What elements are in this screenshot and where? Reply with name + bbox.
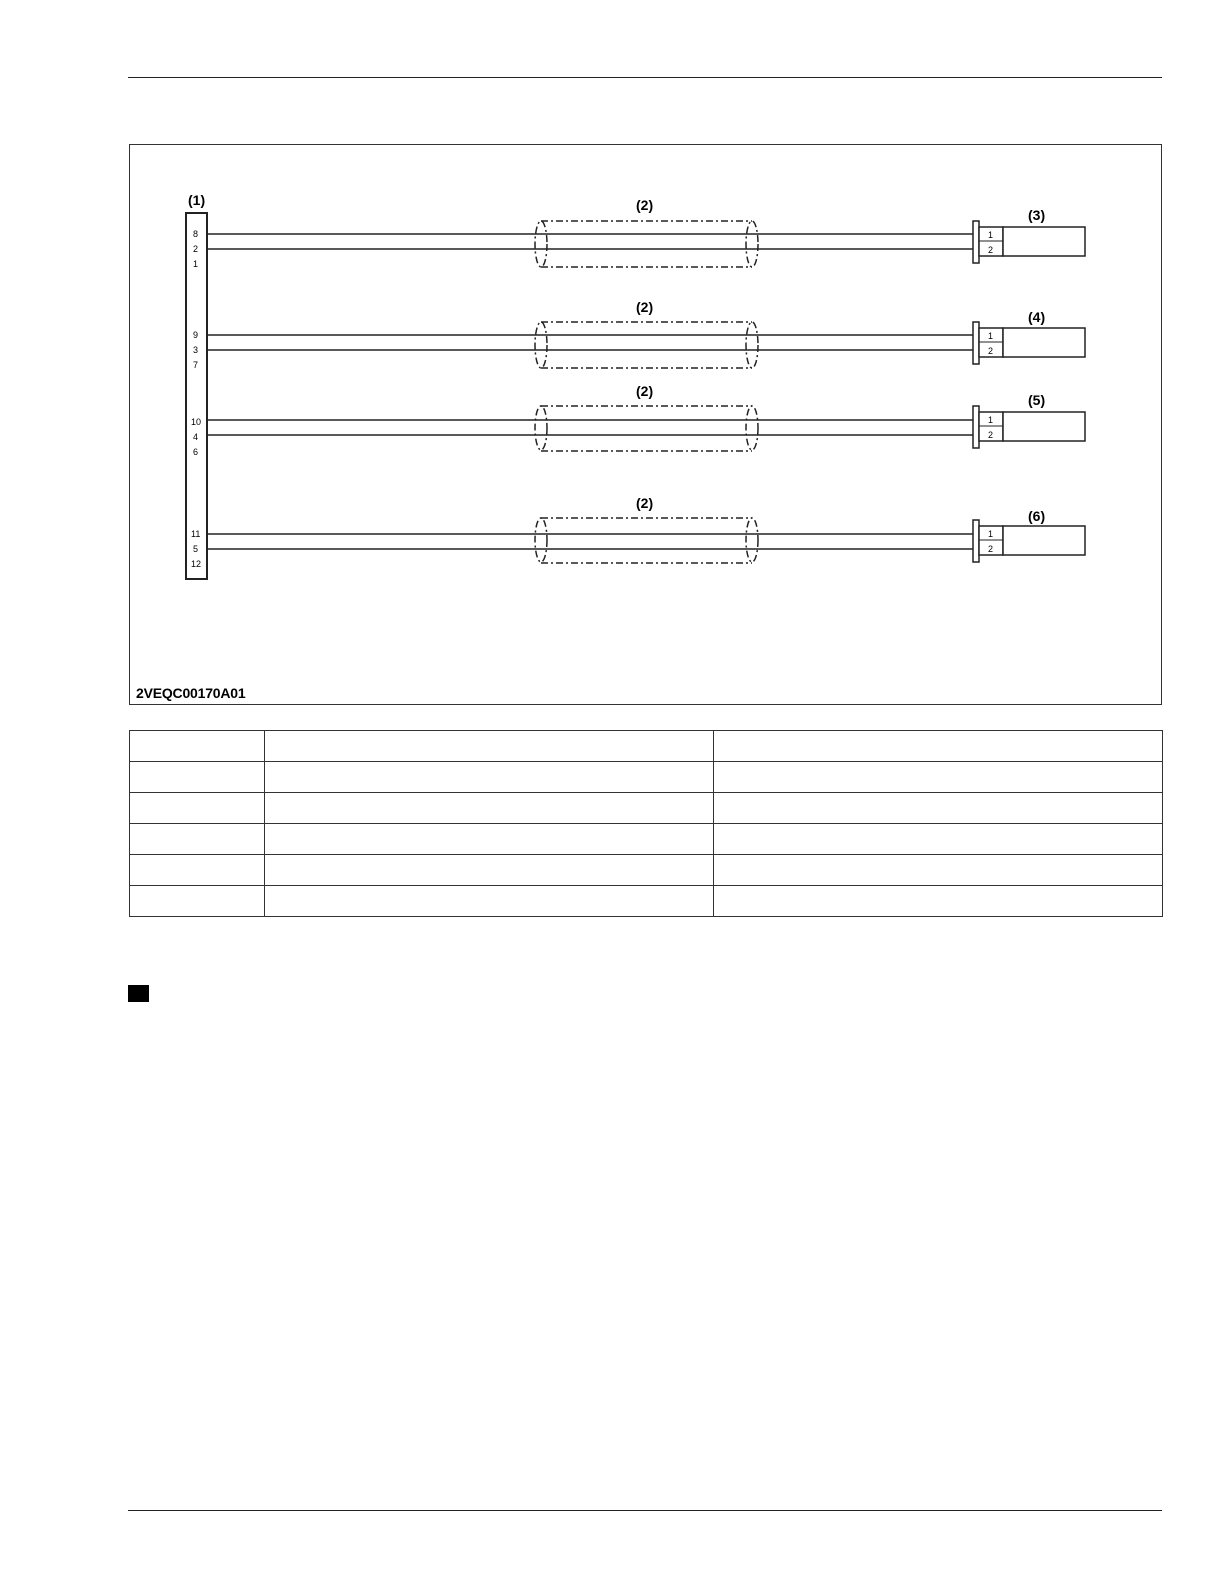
pin-label: 10 — [191, 417, 202, 427]
circuit-4 — [207, 299, 1085, 368]
table-cell — [714, 731, 1163, 762]
figure-id: 2VEQC00170A01 — [136, 685, 246, 701]
circuit-3 — [207, 197, 1085, 267]
table-cell — [265, 793, 714, 824]
sensor-pin-label: 1 — [988, 529, 994, 539]
table-cell — [714, 793, 1163, 824]
legend-table — [129, 730, 1163, 917]
sensor-callout: (4) — [1028, 309, 1046, 325]
table-cell — [714, 762, 1163, 793]
shield-callout: (2) — [636, 495, 654, 511]
sensor-connector-flange — [973, 221, 979, 263]
sensor-callout: (3) — [1028, 207, 1046, 223]
table-cell — [265, 762, 714, 793]
wiring-diagram — [130, 145, 1161, 704]
table-cell — [265, 855, 714, 886]
sensor-pin-label: 2 — [988, 346, 994, 356]
wiring-diagram-figure — [129, 144, 1162, 705]
pin-label: 7 — [193, 360, 199, 370]
sensor-pin-label: 1 — [988, 415, 994, 425]
sensor-body — [1003, 412, 1085, 441]
pin-label: 5 — [193, 544, 199, 554]
table-row — [130, 793, 1163, 824]
pin-label: 1 — [193, 259, 199, 269]
sensor-callout: (5) — [1028, 392, 1046, 408]
header-rule — [128, 77, 1162, 78]
sensor-body — [1003, 227, 1085, 256]
sensor-pin-label: 2 — [988, 245, 994, 255]
sensor-connector-flange — [973, 520, 979, 562]
pin-label: 9 — [193, 330, 199, 340]
sensor-body — [1003, 328, 1085, 357]
shield — [535, 406, 758, 451]
table-cell — [714, 824, 1163, 855]
table-row — [130, 762, 1163, 793]
circuit-5 — [207, 383, 1085, 451]
pin-label: 2 — [193, 244, 199, 254]
pin-label: 8 — [193, 229, 199, 239]
shield-callout: (2) — [636, 383, 654, 399]
table-cell — [130, 793, 265, 824]
table-row — [130, 855, 1163, 886]
sensor-pin-label: 2 — [988, 430, 994, 440]
table-cell — [265, 731, 714, 762]
table-cell — [265, 824, 714, 855]
sensor-pin-label: 2 — [988, 544, 994, 554]
table-cell — [130, 731, 265, 762]
sensor-connector-flange — [973, 406, 979, 448]
pin-label: 3 — [193, 345, 199, 355]
table-row — [130, 886, 1163, 917]
circuit-6 — [207, 495, 1085, 563]
sensor-connector-flange — [973, 322, 979, 364]
sensor-pin-label: 1 — [988, 230, 994, 240]
table-cell — [130, 886, 265, 917]
table-cell — [714, 886, 1163, 917]
shield — [535, 322, 758, 368]
sensor-pin-label: 1 — [988, 331, 994, 341]
table-row — [130, 731, 1163, 762]
pin-label: 12 — [191, 559, 202, 569]
table-cell — [130, 824, 265, 855]
shield — [535, 518, 758, 563]
main-connector-callout: (1) — [188, 192, 206, 208]
pin-label: 4 — [193, 432, 199, 442]
footer-rule — [128, 1510, 1162, 1511]
shield-callout: (2) — [636, 197, 654, 213]
shield — [535, 221, 758, 267]
pin-label: 6 — [193, 447, 199, 457]
sensor-callout: (6) — [1028, 508, 1046, 524]
table-cell — [130, 762, 265, 793]
table-row — [130, 824, 1163, 855]
pin-label: 11 — [191, 529, 201, 539]
table-cell — [130, 855, 265, 886]
table-cell — [714, 855, 1163, 886]
table-cell — [265, 886, 714, 917]
shield-callout: (2) — [636, 299, 654, 315]
sensor-body — [1003, 526, 1085, 555]
section-marker-icon — [128, 985, 149, 1002]
